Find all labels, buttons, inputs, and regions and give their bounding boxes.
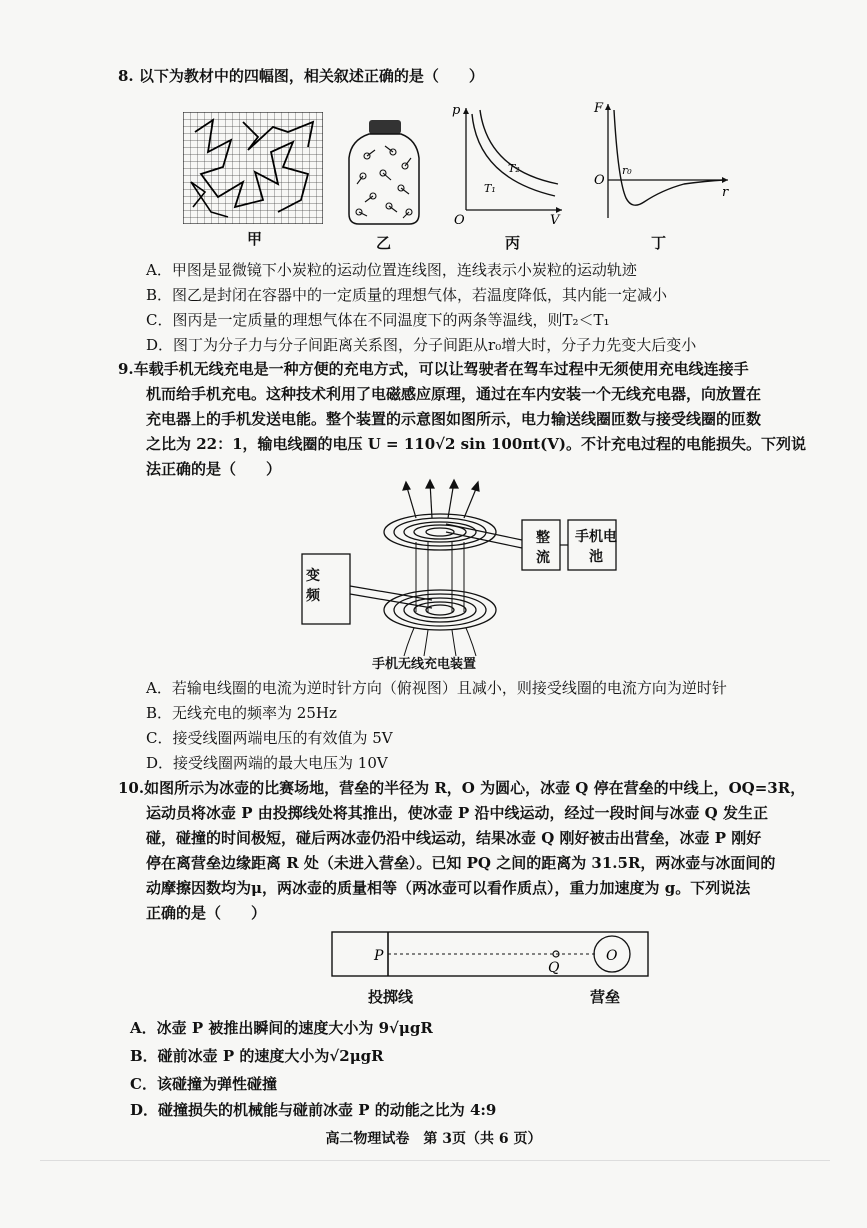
figure-label-ding: 丁 xyxy=(651,234,667,252)
question-9-option-d[interactable]: D．接受线圈两端的最大电压为 10V xyxy=(146,754,388,772)
pv-x-axis-label: V xyxy=(550,213,560,226)
question-9-option-b[interactable]: B．无线充电的频率为 25Hz xyxy=(146,704,337,722)
pv-origin-label: O xyxy=(454,213,465,226)
wireless-figure-caption: 手机无线充电装置 xyxy=(372,657,477,672)
force-r0-label: r₀ xyxy=(622,164,632,177)
question-text-line: 法正确的是（ ） xyxy=(146,460,282,478)
force-x-axis-label: r xyxy=(722,185,729,200)
question-8-option-a[interactable]: A．甲图是显微镜下小炭粒的运动位置连线图，连线表示小炭粒的运动轨迹 xyxy=(146,261,637,279)
question-9-option-a[interactable]: A．若输电线圈的电流为逆时针方向（俯视图）且减小，则接受线圈的电流方向为逆时针 xyxy=(146,679,727,697)
question-9-stem xyxy=(118,357,749,382)
figure-yi-gas-jar xyxy=(345,118,423,228)
figure-jia-brownian-grid xyxy=(183,112,323,224)
question-text-line: 如图所示为冰壶的比赛场地，营垒的半径为 R，O 为圆心，冰壶 Q 停在营垒的中线上，OQ=3R， xyxy=(144,779,806,797)
question-number: 9. xyxy=(118,360,134,378)
stone-q-label: Q xyxy=(548,960,560,976)
question-10-stem xyxy=(118,776,805,801)
footer-divider xyxy=(40,1160,830,1161)
question-number: 10. xyxy=(118,779,145,797)
question-text-line: 机而给手机充电。这种技术利用了电磁感应原理，通过在车内安装一个无线充电器，向放置在 xyxy=(146,385,762,403)
figure-ding-force-distance xyxy=(588,98,734,228)
curling-field-diagram xyxy=(330,930,652,980)
force-origin-label: O xyxy=(594,173,605,188)
question-text-line: 动摩擦因数均为μ，两冰壶的质量相等（两冰壶可以看作质点），重力加速度为 g。下列说法 xyxy=(146,879,751,897)
pv-curve-t1-label: T₁ xyxy=(484,182,496,195)
figure-bing-pv-isotherms xyxy=(450,100,568,226)
question-text-line: 碰，碰撞的时间极短，碰后两冰壶仍沿中线运动，结果冰壶 Q 刚好被击出营垒，冰壶 P 刚好 xyxy=(146,829,762,847)
question-8-option-b[interactable]: B．图乙是封闭在容器中的一定质量的理想气体，若温度降低，其内能一定减小 xyxy=(146,286,668,304)
figure-label-bing: 丙 xyxy=(505,234,521,252)
pv-y-axis-label: p xyxy=(452,103,461,118)
force-y-axis-label: F xyxy=(594,101,604,116)
figure-label-yi: 乙 xyxy=(376,234,392,252)
question-text: 以下为教材中的四幅图，相关叙述正确的是（ ） xyxy=(138,67,484,85)
question-10-option-c[interactable]: C．该碰撞为弹性碰撞 xyxy=(130,1075,277,1093)
house-caption: 营垒 xyxy=(590,988,621,1006)
figure-label-jia: 甲 xyxy=(247,230,263,248)
frequency-converter-label: 变频 xyxy=(306,568,320,604)
question-10-option-a[interactable]: A．冰壶 P 被推出瞬间的速度大小为 9√μgR xyxy=(130,1019,433,1037)
question-text-line: 之比为 22：1，输电线圈的电压 U = 110√2 sin 100πt(V)。不计充电过程的电能损失。下列说 xyxy=(146,435,807,453)
wireless-charging-diagram xyxy=(296,476,626,662)
question-8-stem xyxy=(118,64,484,89)
question-text-line: 运动员将冰壶 P 由投掷线处将其推出，使冰壶 P 沿中线运动，经过一段时间与冰壶 Q 发生正 xyxy=(146,804,768,822)
rectifier-label: 整流 xyxy=(536,530,550,566)
throw-line-caption: 投掷线 xyxy=(368,988,414,1006)
question-8-option-d[interactable]: D．图丁为分子力与分子间距离关系图，分子间距从r₀增大时，分子力先变大后变小 xyxy=(146,336,697,354)
stone-p-label: P xyxy=(374,948,384,964)
question-text-line: 停在离营垒边缘距离 R 处（未进入营垒）。已知 PQ 之间的距离为 31.5R，两冰壶与冰面间的 xyxy=(146,854,776,872)
question-10-option-b[interactable]: B．碰前冰壶 P 的速度大小为√2μgR xyxy=(130,1047,384,1065)
question-text-line: 充电器上的手机发送电能。整个装置的示意图如图所示，电力输送线圈匝数与接受线圈的匝数 xyxy=(146,410,762,428)
pv-curve-t2-label: T₂ xyxy=(508,162,520,175)
page-footer: 高二物理试卷 第 3页（共 6 页） xyxy=(325,1131,542,1147)
question-9-option-c[interactable]: C．接受线圈两端电压的有效值为 5V xyxy=(146,729,393,747)
house-center-label: O xyxy=(606,948,618,964)
question-8-option-c[interactable]: C．图丙是一定质量的理想气体在不同温度下的两条等温线，则T₂＜T₁ xyxy=(146,311,610,329)
phone-battery-label: 手机电池 xyxy=(575,529,617,565)
question-number: 8. xyxy=(118,67,134,85)
question-text-line: 正确的是（ ） xyxy=(146,904,267,922)
question-text-line: 车载手机无线充电是一种方便的充电方式，可以让驾驶者在驾车过程中无须使用充电线连接手 xyxy=(133,360,749,378)
question-10-option-d[interactable]: D．碰撞损失的机械能与碰前冰壶 P 的动能之比为 4:9 xyxy=(130,1101,497,1119)
